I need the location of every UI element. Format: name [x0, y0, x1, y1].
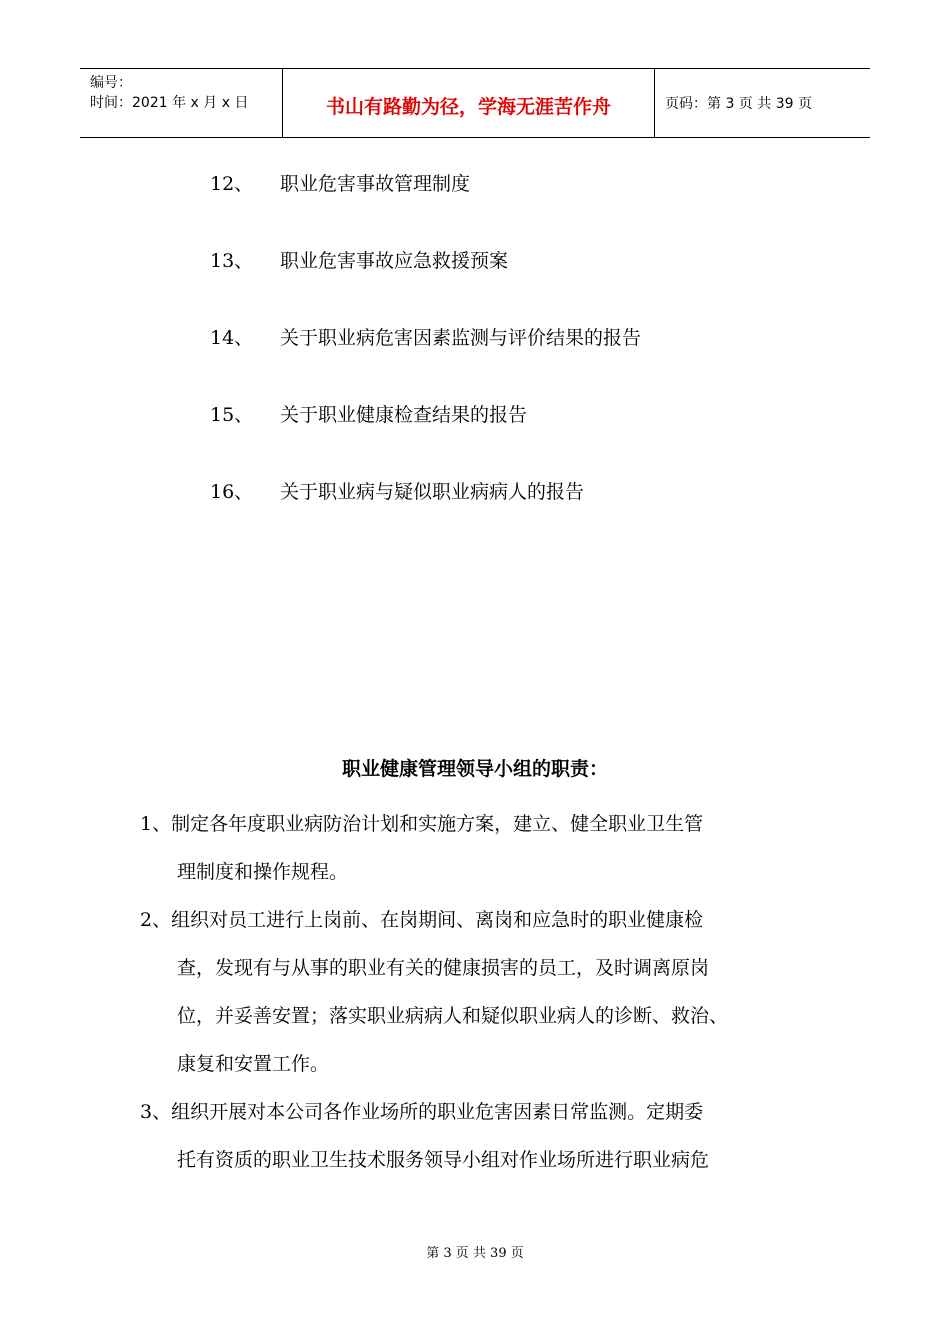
list-item-text: 关于职业病与疑似职业病病人的报告: [280, 481, 585, 503]
list-item-text: 关于职业健康检查结果的报告: [280, 404, 528, 426]
duty-paragraph-1: [140, 800, 840, 896]
list-item-text: 关于职业病危害因素监测与评价结果的报告: [280, 327, 642, 349]
paragraph-line: 1、制定各年度职业病防治计划和实施方案，建立、健全职业卫生管: [140, 813, 704, 835]
duty-paragraph-2: [140, 896, 840, 1088]
list-item: [210, 245, 641, 322]
list-item: [210, 476, 641, 553]
paragraph-line: 位，并妥善安置；落实职业病病人和疑似职业病人的诊断、救治、: [177, 1005, 729, 1027]
header-page-info: 页码：第 3 页 共 39 页: [665, 96, 812, 112]
document-list: [210, 168, 641, 553]
list-item-text: 职业危害事故管理制度: [280, 173, 471, 195]
list-item-number: 16、: [210, 481, 254, 503]
paragraph-line: 查，发现有与从事的职业有关的健康损害的员工，及时调离原岗: [177, 957, 710, 979]
page-header: [80, 68, 870, 138]
header-meta: [80, 69, 282, 137]
list-item: [210, 168, 641, 245]
paragraph-line: 2、组织对员工进行上岗前、在岗期间、离岗和应急时的职业健康检: [140, 909, 704, 931]
paragraph-line: 3、组织开展对本公司各作业场所的职业危害因素日常监测。定期委: [140, 1101, 704, 1123]
list-item-number: 15、: [210, 404, 254, 426]
header-motto: 书山有路勤为径，学海无涯苦作舟: [282, 69, 655, 137]
list-item-text: 职业危害事故应急救援预案: [280, 250, 509, 272]
header-time-label: 时间：2021 年 x 月 x 日: [90, 95, 249, 111]
list-item: [210, 322, 641, 399]
duty-paragraph-3: [140, 1088, 840, 1184]
paragraph-line: 康复和安置工作。: [177, 1053, 330, 1075]
section-title: 职业健康管理领导小组的职责：: [341, 758, 608, 780]
list-item-number: 12、: [210, 173, 254, 195]
paragraph-line: 理制度和操作规程。: [177, 861, 349, 883]
list-item-number: 14、: [210, 327, 254, 349]
duties-body: [140, 800, 840, 1184]
list-item: [210, 399, 641, 476]
page-footer: 第 3 页 共 39 页: [426, 1246, 524, 1261]
list-item-number: 13、: [210, 250, 254, 272]
header-number-label: 编号：: [90, 75, 132, 91]
paragraph-line: 托有资质的职业卫生技术服务领导小组对作业场所进行职业病危: [177, 1149, 710, 1171]
